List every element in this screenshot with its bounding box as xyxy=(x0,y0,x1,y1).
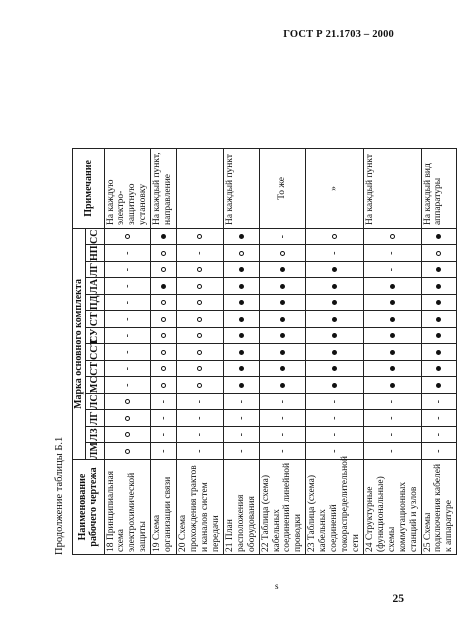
mark-cell xyxy=(259,228,306,245)
mark-column-header: СУ xyxy=(85,328,104,345)
table-row xyxy=(177,148,224,554)
mark-cell xyxy=(104,410,151,427)
mark-cell xyxy=(223,262,259,279)
dash-mark: - xyxy=(235,416,247,420)
mark-column-header: СТ xyxy=(85,361,104,378)
mark-cell xyxy=(363,228,421,245)
mark-cell xyxy=(104,427,151,444)
mark-cell xyxy=(104,311,151,328)
filled-circle-icon xyxy=(332,267,337,272)
dash-mark: - xyxy=(386,416,398,420)
dash-mark: - xyxy=(157,416,169,420)
mark-cell xyxy=(306,361,364,378)
mark-cell xyxy=(363,443,421,460)
mark-cell xyxy=(151,377,177,394)
dash-mark: - xyxy=(194,400,206,404)
mark-cell xyxy=(421,262,457,279)
empty-circle-icon xyxy=(161,383,166,388)
dash-mark: - xyxy=(276,400,288,404)
dash-mark: - xyxy=(235,400,247,404)
dash-mark: - xyxy=(386,449,398,453)
dash-mark: - xyxy=(157,400,169,404)
drawing-name-cell: 23 Таблица (схема) кабельных соединений токораспределительной сети xyxy=(306,460,364,555)
mark-cell xyxy=(306,328,364,345)
mark-cell xyxy=(223,427,259,444)
filled-circle-icon xyxy=(436,267,441,272)
table-row xyxy=(223,148,259,554)
mark-cell xyxy=(177,262,224,279)
filled-circle-icon xyxy=(161,234,166,239)
filled-circle-icon xyxy=(161,284,166,289)
mark-cell xyxy=(151,295,177,312)
empty-circle-icon xyxy=(332,234,337,239)
filled-circle-icon xyxy=(390,317,395,322)
mark-cell xyxy=(104,228,151,245)
mark-cell xyxy=(259,427,306,444)
dash-mark: - xyxy=(194,433,206,437)
empty-circle-icon xyxy=(161,333,166,338)
column-header-drawing-name: Наименование рабочего чертежа xyxy=(73,460,105,555)
mark-column-header: ЛА xyxy=(85,278,104,295)
dash-mark: - xyxy=(157,449,169,453)
empty-circle-icon xyxy=(436,251,441,256)
mark-cell xyxy=(363,410,421,427)
mark-column-header: ЛС xyxy=(85,394,104,411)
filled-circle-icon xyxy=(332,333,337,338)
mark-cell xyxy=(151,278,177,295)
mark-cell xyxy=(223,377,259,394)
dash-mark: - xyxy=(328,449,340,453)
mark-cell xyxy=(306,262,364,279)
filled-circle-icon xyxy=(239,234,244,239)
column-header-mark-group: Марка основного комплекта xyxy=(73,228,86,459)
filled-circle-icon xyxy=(390,366,395,371)
dash-mark: - xyxy=(328,433,340,437)
mark-cell xyxy=(177,344,224,361)
dash-mark: - xyxy=(194,416,206,420)
mark-cell xyxy=(177,394,224,411)
mark-cell xyxy=(177,427,224,444)
mark-cell xyxy=(306,377,364,394)
mark-cell xyxy=(363,311,421,328)
mark-cell xyxy=(104,394,151,411)
table-row xyxy=(259,148,306,554)
empty-circle-icon xyxy=(125,234,130,239)
mark-cell xyxy=(177,245,224,262)
dash-mark: - xyxy=(386,251,398,255)
mark-cell xyxy=(306,443,364,460)
filled-circle-icon xyxy=(332,284,337,289)
mark-cell xyxy=(421,377,457,394)
filled-circle-icon xyxy=(280,317,285,322)
dash-mark: - xyxy=(433,433,445,437)
mark-cell xyxy=(104,295,151,312)
dash-mark: - xyxy=(386,268,398,272)
empty-circle-icon xyxy=(197,350,202,355)
empty-circle-icon xyxy=(161,251,166,256)
mark-cell xyxy=(421,443,457,460)
mark-cell xyxy=(306,344,364,361)
mark-cell xyxy=(363,328,421,345)
table-continuation-label: Продолжение таблицы Б.1 xyxy=(54,436,65,555)
filled-circle-icon xyxy=(280,267,285,272)
empty-circle-icon xyxy=(125,416,130,421)
dash-mark: - xyxy=(121,251,133,255)
mark-cell xyxy=(151,262,177,279)
mark-cell xyxy=(259,245,306,262)
mark-cell xyxy=(259,377,306,394)
mark-cell xyxy=(421,228,457,245)
mark-cell xyxy=(306,228,364,245)
empty-circle-icon xyxy=(161,366,166,371)
filled-circle-icon xyxy=(280,350,285,355)
empty-circle-icon xyxy=(239,251,244,256)
mark-cell xyxy=(306,394,364,411)
dash-mark: - xyxy=(121,350,133,354)
filled-circle-icon xyxy=(332,317,337,322)
mark-cell xyxy=(259,394,306,411)
dash-mark: - xyxy=(328,400,340,404)
drawing-name-cell: 24 Структурные (функциональные) схемы коммутационных станций и узлов xyxy=(363,460,421,555)
mark-cell xyxy=(177,377,224,394)
mark-cell xyxy=(421,328,457,345)
mark-cell xyxy=(363,361,421,378)
mark-cell xyxy=(151,328,177,345)
mark-cell xyxy=(259,328,306,345)
mark-cell xyxy=(306,245,364,262)
mark-cell xyxy=(104,245,151,262)
table-row xyxy=(104,148,151,554)
note-cell: На каждый пункт xyxy=(363,148,421,228)
drawings-table xyxy=(72,148,457,555)
filled-circle-icon xyxy=(332,300,337,305)
empty-circle-icon xyxy=(197,300,202,305)
mark-cell xyxy=(151,394,177,411)
filled-circle-icon xyxy=(280,366,285,371)
table-row xyxy=(421,148,457,554)
mark-cell xyxy=(151,245,177,262)
dash-mark: - xyxy=(386,433,398,437)
mark-cell xyxy=(421,295,457,312)
filled-circle-icon xyxy=(332,350,337,355)
mark-cell xyxy=(104,328,151,345)
mark-cell xyxy=(223,361,259,378)
empty-circle-icon xyxy=(125,432,130,437)
empty-circle-icon xyxy=(197,267,202,272)
mark-cell xyxy=(363,295,421,312)
dash-mark: - xyxy=(121,268,133,272)
filled-circle-icon xyxy=(436,284,441,289)
note-cell: » xyxy=(306,148,364,228)
mark-cell xyxy=(223,311,259,328)
mark-cell xyxy=(363,262,421,279)
mark-cell xyxy=(306,278,364,295)
dash-mark: - xyxy=(328,251,340,255)
empty-circle-icon xyxy=(280,251,285,256)
mark-cell xyxy=(421,410,457,427)
dash-mark: - xyxy=(235,433,247,437)
stray-mark: s xyxy=(275,581,279,591)
mark-cell xyxy=(151,311,177,328)
dash-mark: - xyxy=(276,449,288,453)
mark-cell xyxy=(223,443,259,460)
drawing-name-cell: 21 План расположения оборудования xyxy=(223,460,259,555)
mark-column-header: ЛГ xyxy=(85,410,104,427)
drawing-name-cell: 18 Принципиальная схема электрохимической защиты xyxy=(104,460,151,555)
mark-cell xyxy=(259,262,306,279)
rotated-page-content xyxy=(54,36,455,555)
mark-cell xyxy=(259,311,306,328)
mark-cell xyxy=(363,278,421,295)
dash-mark: - xyxy=(328,416,340,420)
dash-mark: - xyxy=(433,416,445,420)
mark-cell xyxy=(306,311,364,328)
dash-mark: - xyxy=(433,449,445,453)
filled-circle-icon xyxy=(280,333,285,338)
mark-cell xyxy=(223,228,259,245)
dash-mark: - xyxy=(276,416,288,420)
document-standard-header: ГОСТ Р 21.1703 – 2000 xyxy=(283,29,394,40)
dash-mark: - xyxy=(121,334,133,338)
mark-cell xyxy=(421,344,457,361)
mark-cell xyxy=(306,427,364,444)
mark-cell xyxy=(177,295,224,312)
empty-circle-icon xyxy=(197,234,202,239)
mark-cell xyxy=(104,262,151,279)
empty-circle-icon xyxy=(390,234,395,239)
empty-circle-icon xyxy=(161,300,166,305)
filled-circle-icon xyxy=(390,383,395,388)
filled-circle-icon xyxy=(390,284,395,289)
mark-column-header: СТ xyxy=(85,311,104,328)
drawing-name-cell: 22 Таблица (схема) кабельных соединений линейной проводки xyxy=(259,460,306,555)
mark-cell xyxy=(104,377,151,394)
mark-cell xyxy=(177,278,224,295)
mark-column-header: СС xyxy=(85,228,104,245)
empty-circle-icon xyxy=(161,350,166,355)
filled-circle-icon xyxy=(239,300,244,305)
mark-cell xyxy=(177,443,224,460)
mark-cell xyxy=(421,245,457,262)
dash-mark: - xyxy=(433,400,445,404)
mark-cell xyxy=(421,278,457,295)
empty-circle-icon xyxy=(197,333,202,338)
filled-circle-icon xyxy=(436,350,441,355)
mark-cell xyxy=(177,361,224,378)
note-cell: На каждую электро-защитную установку xyxy=(104,148,151,228)
mark-cell xyxy=(421,311,457,328)
note-cell xyxy=(177,148,224,228)
mark-cell xyxy=(223,278,259,295)
mark-column-header: ЛМ xyxy=(85,443,104,460)
mark-cell xyxy=(421,427,457,444)
empty-circle-icon xyxy=(161,317,166,322)
empty-circle-icon xyxy=(125,449,130,454)
dash-mark: - xyxy=(121,284,133,288)
mark-column-header: ПД xyxy=(85,295,104,312)
mark-cell xyxy=(223,328,259,345)
mark-cell xyxy=(363,344,421,361)
mark-cell xyxy=(151,427,177,444)
filled-circle-icon xyxy=(239,350,244,355)
dash-mark: - xyxy=(386,400,398,404)
filled-circle-icon xyxy=(390,300,395,305)
filled-circle-icon xyxy=(280,284,285,289)
note-cell: На каждый пункт xyxy=(223,148,259,228)
mark-cell xyxy=(363,245,421,262)
drawing-name-cell: 19 Схема организации связи xyxy=(151,460,177,555)
dash-mark: - xyxy=(121,367,133,371)
drawing-name-cell: 20 Схема прохождения трактов и каналов систем передачи xyxy=(177,460,224,555)
empty-circle-icon xyxy=(197,317,202,322)
mark-cell xyxy=(104,443,151,460)
dash-mark: - xyxy=(194,449,206,453)
mark-cell xyxy=(104,278,151,295)
filled-circle-icon xyxy=(239,333,244,338)
mark-cell xyxy=(259,295,306,312)
dash-mark: - xyxy=(121,301,133,305)
mark-cell xyxy=(259,344,306,361)
filled-circle-icon xyxy=(390,333,395,338)
filled-circle-icon xyxy=(332,366,337,371)
dash-mark: - xyxy=(235,449,247,453)
mark-cell xyxy=(223,295,259,312)
filled-circle-icon xyxy=(239,317,244,322)
filled-circle-icon xyxy=(239,383,244,388)
dash-mark: - xyxy=(121,383,133,387)
mark-cell xyxy=(421,394,457,411)
mark-cell xyxy=(177,410,224,427)
mark-cell xyxy=(259,443,306,460)
empty-circle-icon xyxy=(197,383,202,388)
table-row xyxy=(306,148,364,554)
note-cell: На каждый пункт, направление xyxy=(151,148,177,228)
filled-circle-icon xyxy=(239,366,244,371)
filled-circle-icon xyxy=(239,267,244,272)
filled-circle-icon xyxy=(436,234,441,239)
mark-cell xyxy=(151,344,177,361)
filled-circle-icon xyxy=(436,317,441,322)
mark-cell xyxy=(363,427,421,444)
filled-circle-icon xyxy=(390,350,395,355)
filled-circle-icon xyxy=(280,300,285,305)
filled-circle-icon xyxy=(280,383,285,388)
column-header-note: Примечание xyxy=(73,148,105,228)
dash-mark: - xyxy=(276,235,288,239)
mark-cell xyxy=(104,361,151,378)
mark-cell xyxy=(151,410,177,427)
filled-circle-icon xyxy=(436,366,441,371)
filled-circle-icon xyxy=(436,300,441,305)
mark-cell xyxy=(177,228,224,245)
mark-cell xyxy=(223,394,259,411)
mark-cell xyxy=(177,311,224,328)
note-cell: То же xyxy=(259,148,306,228)
mark-cell xyxy=(306,410,364,427)
note-cell: На каждый вид аппаратуры xyxy=(421,148,457,228)
mark-column-header: НП xyxy=(85,245,104,262)
empty-circle-icon xyxy=(197,284,202,289)
filled-circle-icon xyxy=(436,333,441,338)
mark-column-header: МС xyxy=(85,377,104,394)
mark-cell xyxy=(259,410,306,427)
mark-cell xyxy=(306,295,364,312)
dash-mark: - xyxy=(194,251,206,255)
empty-circle-icon xyxy=(197,366,202,371)
mark-cell xyxy=(363,394,421,411)
mark-cell xyxy=(259,278,306,295)
mark-column-header: ЛЗ xyxy=(85,427,104,444)
filled-circle-icon xyxy=(239,284,244,289)
dash-mark: - xyxy=(276,433,288,437)
mark-column-header: ЛГ xyxy=(85,262,104,279)
mark-cell xyxy=(151,361,177,378)
mark-cell xyxy=(151,228,177,245)
dash-mark: - xyxy=(157,433,169,437)
drawing-name-cell: 25 Схемы подключения кабелей к аппаратуре xyxy=(421,460,457,555)
mark-cell xyxy=(223,245,259,262)
mark-cell xyxy=(421,361,457,378)
mark-cell xyxy=(104,344,151,361)
mark-cell xyxy=(151,443,177,460)
mark-cell xyxy=(177,328,224,345)
page-number: 25 xyxy=(392,593,404,605)
mark-cell xyxy=(223,410,259,427)
filled-circle-icon xyxy=(436,383,441,388)
empty-circle-icon xyxy=(125,399,130,404)
mark-column-header: ССТ xyxy=(85,344,104,361)
empty-circle-icon xyxy=(161,267,166,272)
dash-mark: - xyxy=(121,317,133,321)
table-row xyxy=(363,148,421,554)
mark-cell xyxy=(223,344,259,361)
filled-circle-icon xyxy=(332,383,337,388)
table-row xyxy=(151,148,177,554)
mark-cell xyxy=(363,377,421,394)
mark-cell xyxy=(259,361,306,378)
